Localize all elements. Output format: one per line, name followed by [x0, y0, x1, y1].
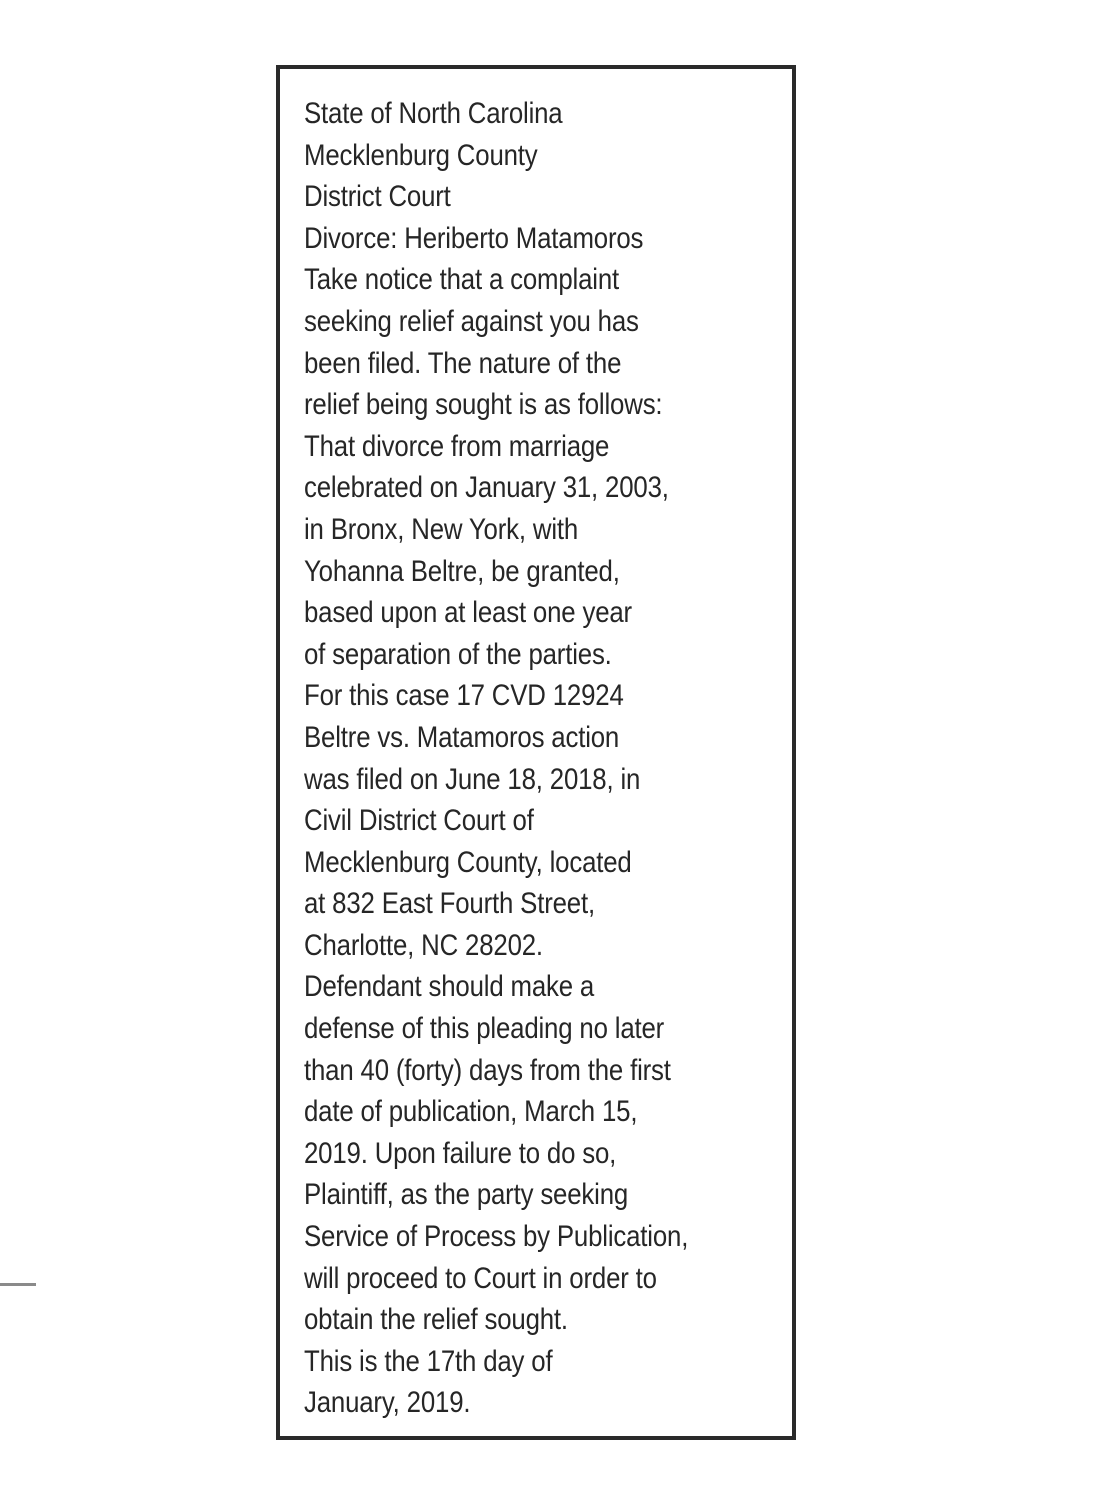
notice-line: celebrated on January 31, 2003, [304, 471, 669, 505]
notice-line: For this case 17 CVD 12924 [304, 679, 624, 713]
notice-line: That divorce from marriage [304, 429, 610, 463]
notice-line: Service of Process by Publication, [304, 1220, 689, 1254]
notice-county: Mecklenburg County [304, 138, 538, 172]
notice-line: Civil District Court of [304, 804, 534, 838]
notice-line: Charlotte, NC 28202. [304, 928, 543, 962]
notice-date-line: January, 2019. [304, 1386, 471, 1420]
notice-line: 2019. Upon failure to do so, [304, 1136, 617, 1170]
notice-line: defense of this pleading no later [304, 1012, 665, 1046]
notice-line: been filed. The nature of the [304, 346, 622, 380]
notice-line: seeking relief against you has [304, 304, 639, 338]
notice-state: State of North Carolina [304, 97, 563, 130]
legal-notice-box [276, 65, 796, 1440]
notice-line: at 832 East Fourth Street, [304, 887, 595, 921]
notice-line: Beltre vs. Matamoros action [304, 720, 620, 754]
notice-line: Yohanna Beltre, be granted, [304, 554, 620, 588]
notice-case-title: Divorce: Heriberto Matamoros [304, 221, 644, 255]
notice-line: date of publication, March 15, [304, 1095, 638, 1129]
notice-date-line: This is the 17th day of [304, 1344, 553, 1378]
notice-line: of separation of the parties. [304, 637, 612, 671]
notice-line: Plaintiff, as the party seeking [304, 1178, 629, 1212]
notice-text [304, 93, 751, 1424]
notice-line: will proceed to Court in order to [304, 1261, 657, 1295]
notice-line: based upon at least one year [304, 596, 632, 630]
notice-line: Mecklenburg County, located [304, 845, 632, 879]
notice-line: Take notice that a complaint [304, 263, 620, 297]
notice-line: Defendant should make a [304, 970, 595, 1004]
notice-line: relief being sought is as follows: [304, 388, 663, 422]
notice-line: in Bronx, New York, with [304, 512, 579, 546]
notice-court: District Court [304, 180, 451, 214]
scan-margin-mark [0, 1283, 36, 1286]
notice-line: than 40 (forty) days from the first [304, 1053, 671, 1087]
notice-line: was filed on June 18, 2018, in [304, 762, 641, 796]
notice-line: obtain the relief sought. [304, 1303, 568, 1337]
